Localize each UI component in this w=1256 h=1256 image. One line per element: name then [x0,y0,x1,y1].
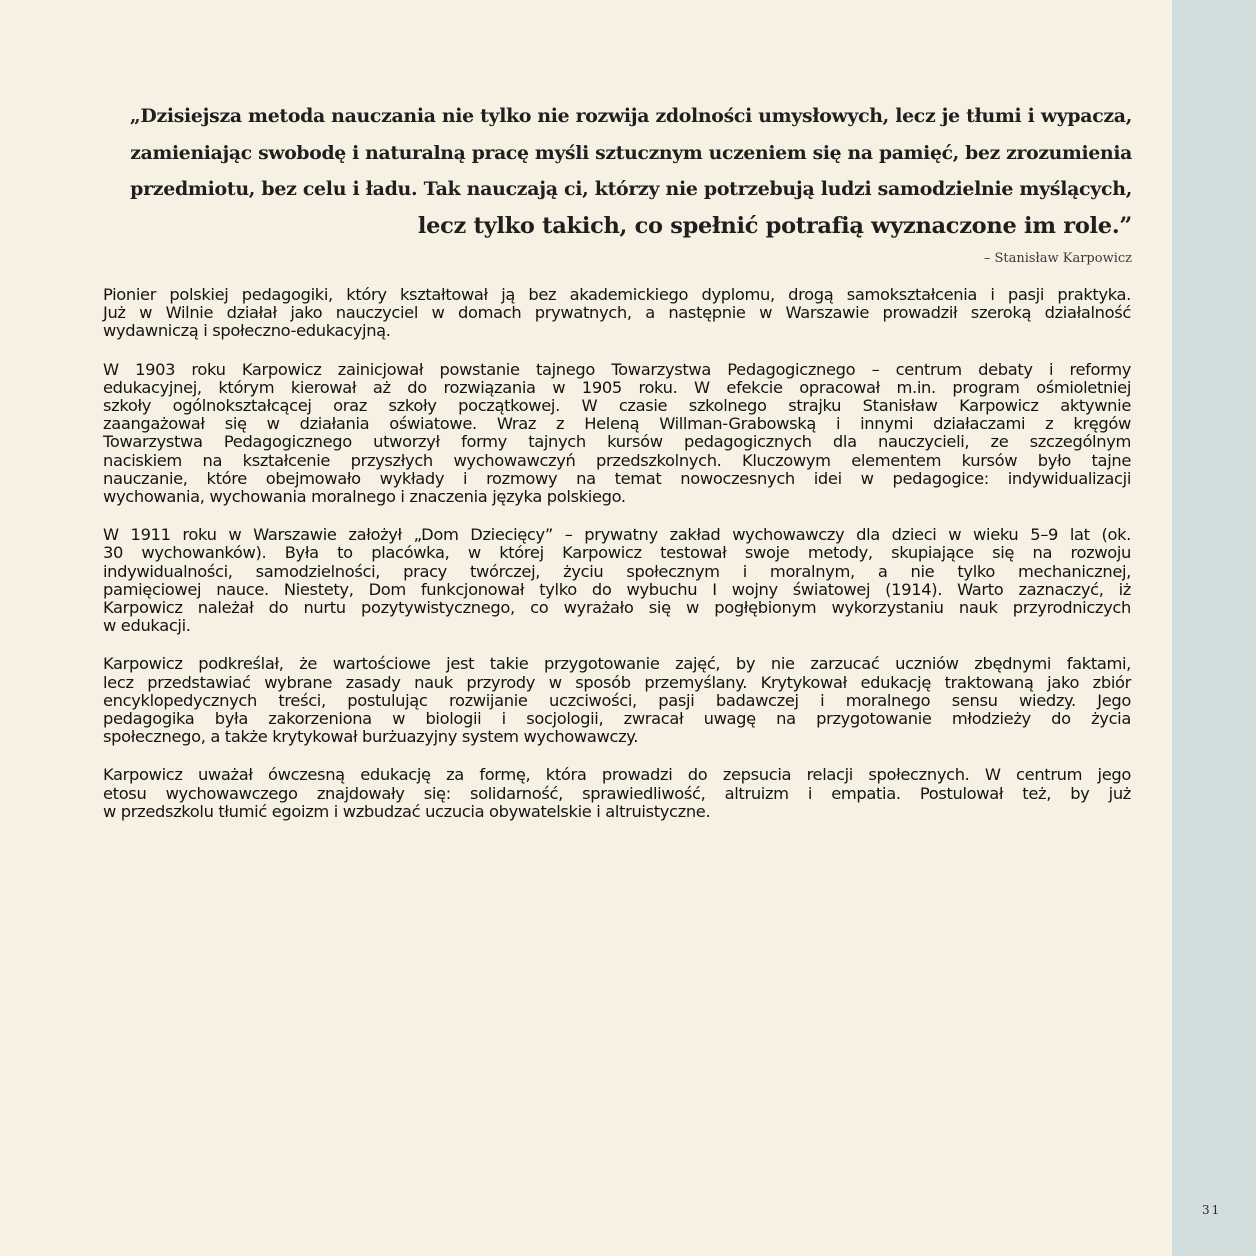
text-line: Pionier polskiej pedagogiki, który kształtował ją bez akademickiego dyplomu, drogą samokształcenia i pasji praktyka. [103,285,1131,304]
text-line: edukacyjnej, którym kierował aż do rozwiązania w 1905 roku. W efekcie opracował m.in. program ośmioletniej [103,377,1131,397]
text-line: indywidualności, samodzielności, pracy twórczej, życiu społecznym i moralnym, a nie tylko mechanicznej, [103,561,1131,581]
text-line: encyklopedycznych treści, postulując rozwijanie uczciwości, pasji badawczej i moralnego sensu wiedzy. Jego [103,690,1131,710]
text-line: Już w Wilnie działał jako nauczyciel w domach prywatnych, a następnie w Warszawie prowadził szeroką działalność [103,303,1131,323]
paragraph-4 [103,655,1131,746]
text-line: wychowania, wychowania moralnego i znaczenia języka polskiego. [103,487,626,507]
text-line: wydawniczą i społeczno-edukacyjną. [103,321,391,341]
quote-attribution: – Stanisław Karpowicz [983,251,1132,266]
paragraph-3 [103,526,1131,635]
text-line: W 1911 roku w Warszawie założył „Dom Dziecięcy” – prywatny zakład wychowawczy dla dzieci w wieku 5–9 lat (ok. [103,525,1131,545]
text-line: W 1903 roku Karpowicz zainicjował powstanie tajnego Towarzystwa Pedagogicznego – centrum debaty i reformy [103,359,1131,379]
text-line: nauczanie, które obejmowało wykłady i rozmowy na temat nowoczesnych idei w pedagogice: indywidualizacji [103,468,1131,488]
page-number: 31 [1202,1203,1222,1217]
text-line: Karpowicz należał do nurtu pozytywistycznego, co wyrażało się w pogłębionym wykorzystaniu nauk przyrodniczych [103,598,1131,618]
text-line: szkoły ogólnokształcącej oraz szkoły początkowej. W czasie szkolnego strajku Stanisław Karpowicz aktywnie [103,396,1131,416]
quote-line: lecz tylko takich, co spełnić potrafią wyznaczone im role.” [417,212,1132,239]
quote-line: zamieniając swobodę i naturalną pracę myśli sztucznym uczeniem się na pamięć, bez zrozumienia [130,141,1132,164]
text-line: pedagogika była zakorzeniona w biologii i socjologii, zwracał uwagę na przygotowanie młodzieży do życia [103,709,1131,729]
text-line: pamięciowej nauce. Niestety, Dom funkcjonował tylko do wybuchu I wojny światowej (1914). Warto zaznaczyć, iż [103,579,1131,599]
quote-block [120,98,1132,244]
text-line: etosu wychowawczego znajdowały się: solidarność, sprawiedliwość, altruizm i empatia. Postulował też, by już [103,783,1131,803]
text-line: w przedszkolu tłumić egoizm i wzbudzać uczucia obywatelskie i altruistyczne. [103,801,711,821]
side-band [1172,0,1256,1256]
quote-line: przedmiotu, bez celu i ładu. Tak nauczają ci, którzy nie potrzebują ludzi samodzielnie myślących, [130,178,1132,200]
quote-line: „Dzisiejsza metoda nauczania nie tylko nie rozwija zdolności umysłowych, lecz je tłumi i wypacza, [129,105,1132,127]
paragraph-1 [103,286,1131,341]
text-line: Towarzystwa Pedagogicznego utworzył formy tajnych kursów pedagogicznych dla nauczycieli, ze szczególnym [103,432,1131,452]
body-text [103,286,1131,841]
text-line: w edukacji. [103,616,191,636]
paragraph-5 [103,766,1131,821]
text-line: Karpowicz podkreślał, że wartościowe jest takie przygotowanie zajęć, by nie zarzucać uczniów zbędnymi faktami, [103,654,1131,674]
text-line: społecznego, a także krytykował burżuazyjny system wychowawczy. [103,727,639,747]
text-line: lecz przedstawiać wybrane zasady nauk przyrody w sposób przemyślany. Krytykował edukację traktowaną jako zbiór [103,672,1131,692]
text-line: Karpowicz uważał ówczesną edukację za formę, która prowadzi do zepsucia relacji społecznych. W centrum jego [103,765,1131,785]
text-line: 30 wychowanków). Była to placówka, w której Karpowicz testował swoje metody, skupiające się na rozwoju [103,543,1131,563]
paragraph-2 [103,361,1131,507]
text-line: naciskiem na kształcenie przyszłych wychowawczyń przedszkolnych. Kluczowym elementem kursów było tajne [103,450,1131,470]
text-line: zaangażował się w działania oświatowe. Wraz z Heleną Willman-Grabowską i innymi działaczami z kręgów [103,414,1131,434]
